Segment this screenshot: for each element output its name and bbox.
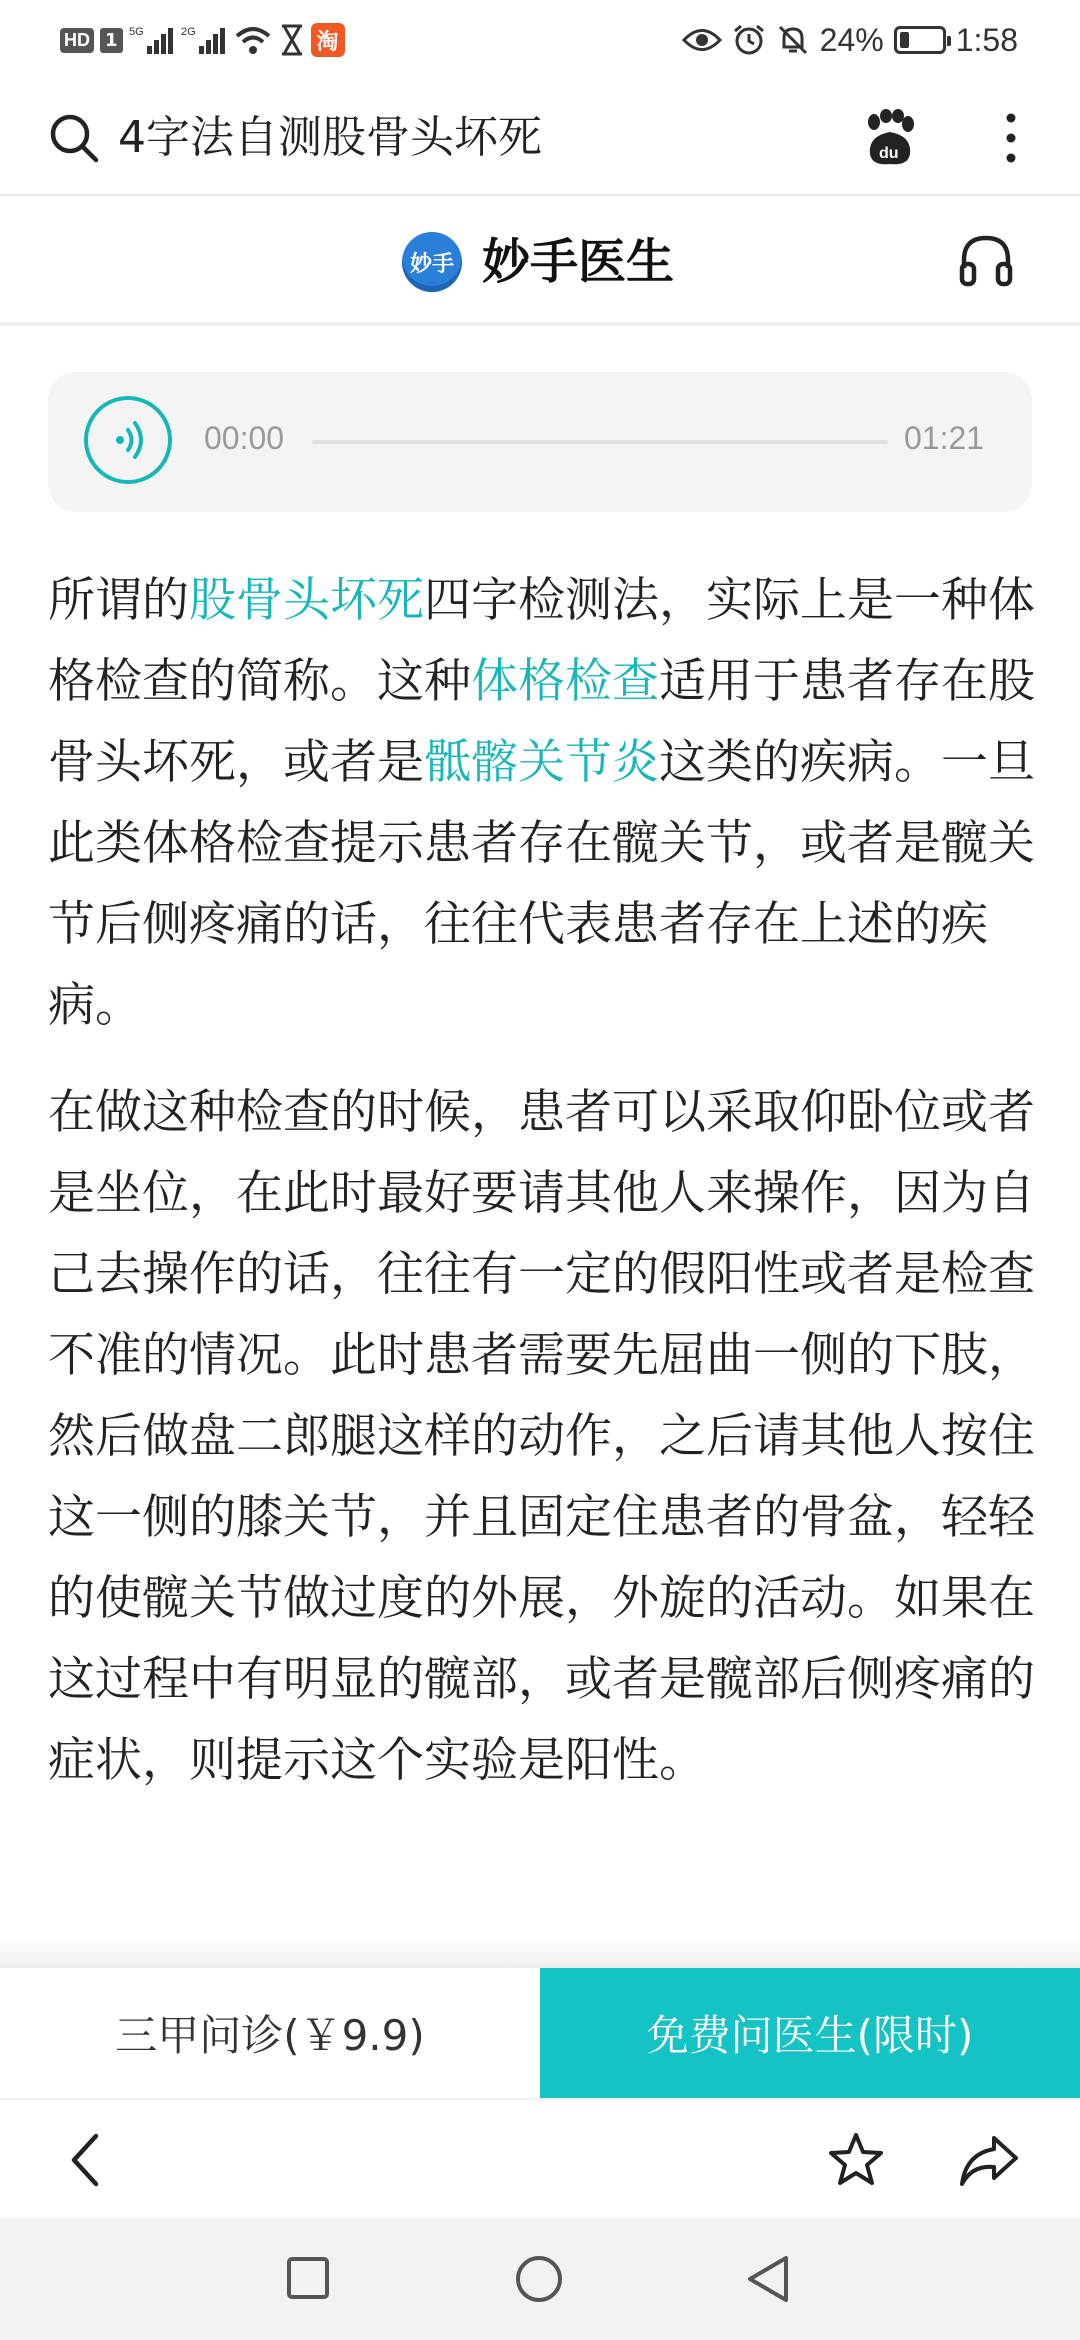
bottom-divider-shadow (0, 1938, 1080, 1966)
battery-icon (894, 26, 946, 54)
status-left (60, 20, 345, 60)
free-consult-button[interactable]: 免费问医生(限时) (540, 1968, 1080, 2098)
status-bar (0, 0, 1080, 80)
svg-text:5G: 5G (128, 26, 144, 38)
audio-current-time: 00:00 (204, 420, 285, 456)
wifi-icon (233, 24, 273, 56)
search-query[interactable]: 4字法自测股骨头坏死 (118, 112, 542, 163)
audio-player (48, 372, 1032, 512)
svg-text:du: du (879, 145, 899, 162)
article-paragraph-2: 在做这种检查的时候，患者可以采取仰卧位或者是坐位，在此时最好要请其他人来操作，因为自己去操作的话，往往有一定的假阳性或者是检查不准的情况。此时患者需要先屈曲一侧的下肢，然后做盘二郎腿这样的动作，之后请其他人按住这一侧的膝关节，并且固定住患者的骨盆，轻轻的使髋关节做过度的外展，外旋的活动。如果在这过程中有明显的髋部，或者是髋部后侧疼痛的症状，则提示这个实验是阳性。 (48, 1085, 1035, 1788)
more-vertical-icon[interactable] (996, 110, 1026, 166)
keyword-link[interactable]: 骶髂关节炎 (424, 735, 659, 790)
eye-icon (682, 25, 722, 55)
cellular-signal-2-icon (181, 24, 227, 56)
taobao-icon: 淘 (311, 23, 345, 57)
recent-apps-icon[interactable] (286, 2256, 330, 2300)
status-right (682, 20, 1018, 60)
battery-fill (900, 32, 910, 48)
hourglass-icon (279, 24, 305, 56)
sim-badge: 1 (100, 28, 123, 53)
system-nav-bar (0, 2218, 1080, 2340)
battery-percent: 24% (819, 21, 884, 58)
article-text: 四字检测法，实际上是一种体格检查的简称。这种 (48, 573, 1035, 709)
headphone-icon[interactable] (956, 230, 1016, 290)
paid-consult-button[interactable]: 三甲问诊(￥9.9) (0, 1968, 540, 2098)
article-body (48, 560, 1038, 1827)
svg-text:2G: 2G (180, 26, 196, 38)
source-logo: 妙手 (402, 232, 462, 292)
home-icon[interactable] (514, 2254, 564, 2304)
baidu-paw-icon[interactable] (862, 108, 918, 168)
cta-bar (0, 1966, 1080, 2098)
system-back-icon[interactable] (744, 2254, 792, 2304)
browser-toolbar (0, 2098, 1080, 2220)
audio-progress-bar[interactable] (312, 440, 888, 444)
star-icon[interactable] (826, 2130, 886, 2190)
article-paragraph-1 (48, 560, 1038, 1046)
keyword-link[interactable]: 体格检查 (471, 654, 659, 709)
article-text: 适用于患者存在股骨头坏死，或者是 (48, 654, 1035, 790)
search-icon[interactable] (48, 112, 100, 164)
mute-bell-icon (776, 23, 810, 57)
audio-duration: 01:21 (904, 420, 985, 456)
source-name: 妙手医生 (482, 234, 675, 290)
audio-play-button[interactable] (84, 396, 172, 484)
clock: 1:58 (955, 21, 1018, 58)
cellular-signal-icon (129, 24, 175, 56)
search-bar[interactable] (0, 80, 1080, 196)
alarm-icon (732, 23, 766, 57)
sound-wave-icon (88, 400, 168, 480)
keyword-link[interactable]: 股骨头坏死 (189, 573, 424, 628)
source-bar (0, 196, 1080, 326)
hd-badge: HD (60, 28, 94, 53)
back-arrow-icon[interactable] (62, 2130, 112, 2190)
article-text: 所谓的 (48, 573, 189, 628)
share-icon[interactable] (958, 2132, 1020, 2188)
article-text: 这类的疾病。一旦此类体格检查提示患者存在髋关节，或者是髋关节后侧疼痛的话，往往代表患者存在上述的疾病。 (48, 735, 1035, 1033)
